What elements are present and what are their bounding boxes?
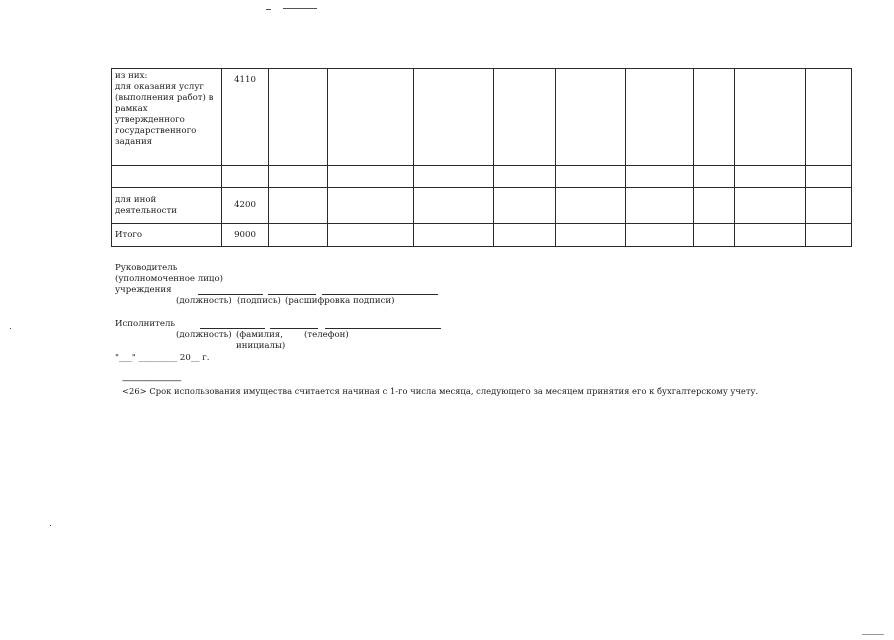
row-code-cell: 4110	[222, 69, 269, 166]
head-position-line	[198, 294, 263, 295]
executor-caption-phone: (телефон)	[304, 330, 349, 340]
row-label-cell: для иной деятельности	[112, 188, 222, 224]
row-label-line: из них:	[115, 71, 148, 81]
footnote-separator: --------------------------------	[122, 375, 181, 385]
report-table	[111, 68, 852, 247]
scan-dot	[10, 328, 11, 329]
table-row	[112, 188, 852, 224]
executor-phone-line	[325, 328, 441, 329]
head-title-line3: учреждения	[115, 285, 172, 295]
row-label-line: рамках утвержденного	[115, 104, 185, 125]
date-line: "___" _________ 20__ г.	[115, 353, 210, 363]
row-label-line: для оказания услуг	[115, 82, 204, 92]
executor-position-line	[200, 328, 265, 329]
scan-dot	[50, 525, 51, 526]
executor-name-line	[270, 328, 318, 329]
head-title-line1: Руководитель	[115, 263, 178, 273]
row-label-line: (выполнения работ) в	[115, 93, 214, 103]
table-row	[112, 69, 852, 166]
table-row	[112, 166, 852, 188]
executor-caption-name2: инициалы)	[236, 341, 286, 351]
head-caption-position: (должность)	[176, 296, 232, 306]
row-label-cell: Итого	[112, 224, 222, 247]
executor-caption-name1: (фамилия,	[236, 330, 283, 340]
scan-mark-top	[283, 8, 317, 9]
head-signature-line	[268, 294, 316, 295]
head-title-line2: (уполномоченное лицо)	[115, 274, 223, 284]
row-label-line: задания	[115, 137, 153, 147]
executor-caption-position: (должность)	[176, 330, 232, 340]
scan-mark-top-small	[266, 9, 271, 10]
row-code-cell: 4200	[222, 188, 269, 224]
row-label-line: государственного	[115, 126, 197, 136]
row-code-cell: 9000	[222, 224, 269, 247]
head-decoding-line	[322, 294, 438, 295]
head-caption-signature: (подпись)	[237, 296, 281, 306]
scan-mark-corner	[862, 634, 884, 635]
table-row	[112, 224, 852, 247]
footnote-text: <26> Срок использования имущества считается начиная с 1-го числа месяца, следующего за месяцем принятия его к бухгалтерскому учету.	[122, 386, 759, 396]
executor-label: Исполнитель	[115, 319, 176, 329]
row-label-cell	[112, 69, 222, 166]
head-caption-decoding: (расшифровка подписи)	[285, 296, 395, 306]
